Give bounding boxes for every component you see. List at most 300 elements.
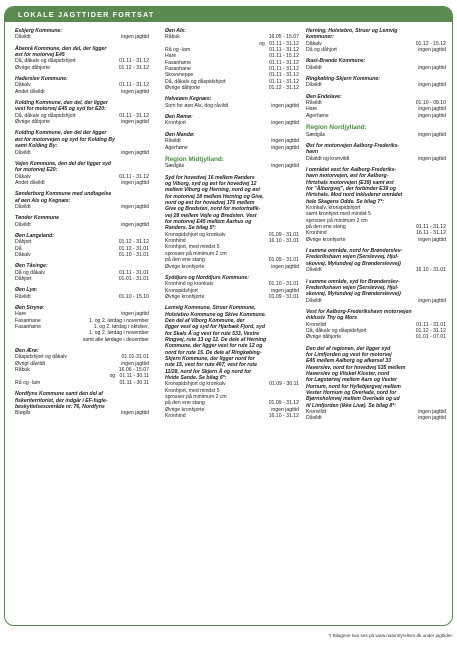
season-value: ingen jagttid <box>271 287 299 294</box>
hunting-section <box>165 305 299 419</box>
season-value: 1. og 2. lørdag i oktober, <box>93 324 149 331</box>
season-value: ingen jagttid <box>271 138 299 145</box>
season-value: 16.06 - 15.07 <box>118 367 149 374</box>
hunting-section <box>306 76 446 89</box>
species-label: Dåvildt <box>306 64 322 71</box>
species-label: Råbuk <box>165 34 180 41</box>
season-row <box>306 298 446 304</box>
season-row <box>306 156 446 162</box>
section-heading: for motorvej E20: <box>15 167 58 174</box>
season-value: 16.10 - 31.01 <box>415 267 446 274</box>
season-row <box>306 132 446 138</box>
species-label: Då, dåkalv og dåspidshjort <box>165 78 226 85</box>
species-label: Dåvildt <box>15 221 31 228</box>
area-description: for motorvej 18 mellem Herning og Give, <box>165 193 264 200</box>
season-value: ingen jagttid <box>418 409 446 416</box>
species-label: Dåspidshjort og dåkalv <box>15 354 68 361</box>
season-value: ingen jagttid <box>271 120 299 127</box>
season-value: og 01.11 - 30.11 <box>109 373 149 380</box>
area-description: Kommune, der ligger vest for rute 12 og <box>165 343 263 350</box>
season-row <box>165 120 299 126</box>
hunting-section <box>165 175 299 270</box>
season-value: 01.11 - 31.12 <box>119 82 149 89</box>
species-label: sprosser på minimum 2 cm <box>165 394 227 401</box>
column-1 <box>15 28 149 422</box>
species-label: samt kronhjort med mindst 5 <box>306 211 371 218</box>
season-value: 01.09 - 31.01 <box>268 293 299 300</box>
season-value: ingen jagttid <box>418 82 446 89</box>
season-value: 01.09 - 31.12 <box>268 400 299 407</box>
section-heading: Øen Tåsinge: <box>15 263 48 270</box>
column-3 <box>306 28 446 427</box>
species-label: Øvrige dåhjorte <box>15 64 51 71</box>
hunting-section <box>306 167 446 243</box>
species-label: Då <box>15 245 22 252</box>
species-label: Skovsneppe <box>165 72 194 79</box>
season-value: 01.11 - 31.12 <box>269 78 299 85</box>
season-row <box>15 150 149 156</box>
season-value: 01.11 - 15.12 <box>269 53 299 60</box>
section-heading: Herning, Holstebro, Struer og Lemvig <box>306 28 398 34</box>
species-label: Rå og -lam <box>15 379 41 386</box>
season-value: 01.10 - 31.01 <box>118 251 149 258</box>
area-description: E45 mellem Aalborg og afkørsel 33 <box>306 358 391 365</box>
area-description: Randers. Se bilag 5*: <box>165 225 217 232</box>
area-description: Ringvej, rute 13 og 12. De dele af Herning <box>165 336 267 343</box>
season-value: ingen jagttid <box>271 263 299 270</box>
hunting-section <box>165 96 299 109</box>
season-row <box>15 89 149 95</box>
area-description: Frederikshavn vejen (Serslevvej, Hjul- <box>306 254 399 261</box>
species-label: Bløgils <box>15 410 31 417</box>
area-description: skovvej, Mylundvej og Brønderslevvej) <box>306 291 401 298</box>
species-label: Kronspidshjort og kronkalv <box>165 381 226 388</box>
hunting-section <box>15 215 149 228</box>
season-value: ingen jagttid <box>418 131 446 138</box>
species-label: på den ene stang <box>165 400 205 407</box>
season-value: ingen jagttid <box>121 221 149 228</box>
hunting-section <box>15 161 149 186</box>
section-heading: havn <box>306 149 318 156</box>
season-value: ingen jagttid <box>121 119 149 126</box>
section-heading: vest for motorvej E45 og syd for E20: <box>15 106 106 113</box>
season-value: 01.12 - 15.12 <box>415 40 446 47</box>
area-description: Frederikshavn vejen (Serslevvej, Hjul- <box>306 284 399 291</box>
area-description: for Løgstørvej mellem Aars og Vester <box>306 377 398 384</box>
season-value: ingen jagttid <box>271 144 299 151</box>
section-header: LOKALE JAGTTIDER FORTSAT <box>5 7 452 22</box>
season-value: 16.11 - 31.12 <box>416 230 446 237</box>
species-label: på den ene stang <box>165 257 205 264</box>
season-value: 01.11 - 31.12 <box>416 224 446 231</box>
area-description: for Skals Å og vest for rute 533, Vestre <box>165 330 260 337</box>
species-label: Kronvildt <box>306 321 327 328</box>
section-heading: Øen Lyø: <box>15 287 38 294</box>
hunting-section <box>15 305 149 343</box>
section-heading: Øen Mandø: <box>165 131 195 138</box>
season-value: ingen jagttid <box>121 410 149 417</box>
season-value: ingen jagttid <box>121 203 149 210</box>
section-heading: Kolding Kommune, den del der ligger <box>15 130 107 137</box>
species-label: Då, dåkalv og dåspidshjort <box>306 327 367 334</box>
species-label: Øvrige kronhjorte <box>165 263 205 270</box>
season-value: 01.01-31.01 <box>121 354 149 361</box>
hunting-section <box>306 143 446 162</box>
area-description: Hirtshals. Mod nord inkluderer området <box>306 192 403 199</box>
season-value: 01.09 - 30.11 <box>269 381 299 388</box>
section-heading: Kolding Kommune, den del, der ligger <box>15 100 108 107</box>
hunting-section <box>15 130 149 155</box>
species-label: Råbuk <box>15 367 30 374</box>
area-description: Vest for Aalborg-Frederikshavn motorvejen <box>306 308 412 315</box>
section-heading: kommuner: <box>306 34 334 41</box>
area-description: Holstebro Kommune og Skive Kommune. <box>165 311 267 318</box>
species-label: Dåvildt <box>306 415 322 422</box>
species-label: sprosser på minimum 2 cm <box>306 217 368 224</box>
area-description: ligger vest og syd for Hjarbæk Fjord, syd <box>165 324 265 331</box>
species-label: Dåvildt <box>306 297 322 304</box>
species-label: Kronhjort <box>165 120 186 127</box>
season-value: 01.12 - 31.12 <box>268 85 299 92</box>
season-row <box>15 252 149 258</box>
species-label: Rå og -lam <box>165 47 191 54</box>
season-value: ingen jagttid <box>418 236 446 243</box>
season-row <box>15 204 149 210</box>
area-description: Hornum, nord for Hyllebjergvej mellem <box>306 383 401 390</box>
section-heading: Åbenrå Kommune, den del, der ligger <box>15 45 107 52</box>
season-value: 01.10 - 08.10 <box>415 100 446 107</box>
species-label: Fasanhøne <box>15 324 42 331</box>
season-value: 01.11 - 30.11 <box>119 379 149 386</box>
species-label: Andet dåvildt <box>15 88 45 95</box>
season-row <box>306 82 446 88</box>
season-value: 01.12 - 31.12 <box>415 327 446 334</box>
area-description: havn motorvejen, øst for Aalborg- <box>306 173 389 180</box>
season-value: ingen jagttid <box>121 88 149 95</box>
season-value: ingen jagttid <box>271 406 299 413</box>
season-value: ingen jagttid <box>271 102 299 109</box>
season-value: 01.11 - 31.12 <box>269 72 299 79</box>
season-value: 16.05 - 15.07 <box>268 34 299 41</box>
species-label: Dåkalv <box>15 82 31 89</box>
species-label: Fasanhane <box>15 317 41 324</box>
hunting-section <box>15 233 149 258</box>
season-value: 1. og 2. lørdag i november <box>88 330 149 337</box>
area-description: rute 15, vest for rute 467, vest for rute <box>165 362 257 369</box>
season-value: ingen jagttid <box>418 155 446 162</box>
hunting-section <box>306 248 446 273</box>
species-label: Råvildt <box>306 100 322 107</box>
species-label: Då, dåkalv og dåspidshjort <box>15 112 76 119</box>
hunting-section <box>15 46 149 71</box>
section-heading: Esbjerg Kommune: <box>15 28 63 34</box>
article-frame <box>4 6 453 626</box>
species-label: Dåhjort <box>15 239 32 246</box>
species-label: Dåkalv <box>306 40 322 47</box>
hunting-section <box>165 275 299 300</box>
species-label: Fasanhane <box>165 66 191 73</box>
season-value: 01.12 - 31.12 <box>118 239 149 246</box>
species-label: Kronhind <box>165 238 186 245</box>
species-label: Dåvildt <box>15 34 31 41</box>
season-row <box>165 103 299 109</box>
section-heading: fiskeriterritoriet, der indgår i EF-fugle- <box>15 397 108 404</box>
season-row <box>15 119 149 125</box>
section-heading: beskyttelsesområde nr. 76, Nordfyns <box>15 403 105 410</box>
season-row <box>165 145 299 151</box>
species-label: Øvrige kronhjorte <box>306 236 346 243</box>
season-row <box>306 415 446 421</box>
hunting-section <box>306 309 446 341</box>
area-description: Haverslev, nord for hovedvej 535 mellem <box>306 364 406 371</box>
section-heading: Nordfyns Kommune samt den del af <box>15 391 103 398</box>
season-value: 01.11 - 31.01 <box>416 321 446 328</box>
hunting-section <box>306 94 446 119</box>
species-label: Dåvildt <box>15 149 31 156</box>
section-heading: Øen Ærø: <box>15 348 39 355</box>
hunting-section <box>165 28 299 91</box>
section-heading: Tønder Kommune <box>15 215 59 222</box>
species-label: Dåhjort <box>15 276 32 282</box>
season-value: og 01.11 - 31.12 <box>259 40 299 47</box>
species-label: Dåvildt <box>306 267 322 274</box>
species-label: Kronhjort, med mindst 5 <box>165 244 220 251</box>
season-row <box>165 85 299 91</box>
column-2 <box>165 28 299 424</box>
area-description: Skjern Kommune, der ligger nord for <box>165 355 255 362</box>
season-value: 16.10 - 31.12 <box>268 413 299 420</box>
species-label: Øvrige dåhjorte <box>306 334 342 341</box>
season-value: ingen jagttid <box>271 163 299 170</box>
species-label: Då, dåkalv og dåspidshjort <box>15 58 76 65</box>
area-description: vej 28 mellem Vejle og Bredsten. Vest <box>165 212 257 219</box>
hunting-section <box>165 114 299 127</box>
species-label: Hare <box>165 53 177 60</box>
season-value: 01.11 - 31.12 <box>119 58 149 65</box>
area-description: Haverslev og Vitskøl Kloster, nord <box>306 370 390 377</box>
season-value: ingen jagttid <box>418 297 446 304</box>
hunting-section <box>15 263 149 282</box>
season-row <box>15 65 149 71</box>
section-heading: Haderslev Kommune: <box>15 76 68 83</box>
hunting-section <box>165 132 299 151</box>
season-value: 01.11 - 31.12 <box>119 173 149 180</box>
season-value: ingen jagttid <box>121 311 149 318</box>
area-description: I samme område, syd for Brønderslev- <box>306 278 400 285</box>
season-row <box>15 180 149 186</box>
season-value: 1. og 2. lørdag i november <box>88 317 149 324</box>
species-label: Andet dåvildt <box>15 179 45 186</box>
season-value: 01.12 - 31.01 <box>118 245 149 252</box>
hunting-section <box>306 28 446 53</box>
season-row <box>165 163 299 169</box>
hunting-section <box>15 391 149 416</box>
area-description: I området vest for Aalborg-Frederiks- <box>306 167 397 173</box>
area-description: Give og Bredsten, nord for motortrafik- <box>165 206 261 213</box>
season-row <box>15 410 149 416</box>
section-heading: øst for motorvej E45 <box>15 52 65 59</box>
season-value: 01.11 - 31.12 <box>119 112 149 119</box>
species-label: Agerhøne <box>306 112 329 119</box>
area-description: Syddjurs og Norddjurs Kommune: <box>165 274 249 281</box>
area-description: Hirtshals motorvejen (E39) samt øst <box>306 179 394 186</box>
species-label: Øvrige kronhjorte <box>165 293 205 300</box>
area-description: I samme område, nord for Brønderslev- <box>306 248 403 255</box>
species-label: Agerhøne <box>165 144 188 151</box>
area-description: Bjørnsholmvej mellem Overlade og ud <box>306 396 400 403</box>
season-value: 01.11 - 31.12 <box>269 66 299 73</box>
species-label: Hare <box>15 311 27 318</box>
species-label: Kronspidshjort og kronkalv <box>165 231 226 238</box>
area-description: for "Ålborgvej", der forbinder E39 og <box>306 186 396 193</box>
season-value: 01.12 - 31.12 <box>118 64 149 71</box>
species-label: Sædgås <box>306 131 326 138</box>
hunting-section <box>165 156 299 170</box>
area-description: nord for rute 15. De dele af Ringkøbing- <box>165 349 262 356</box>
season-value: ingen jagttid <box>418 64 446 71</box>
section-heading: øst for motorvejen og syd for Kolding By <box>15 136 115 143</box>
area-description: til Limfjorden (ikke Livø). Se bilag 8*: <box>306 402 396 409</box>
season-row <box>306 334 446 340</box>
species-label: Kronhind og kronkalv <box>165 281 214 288</box>
season-value: ingen jagttid <box>121 360 149 367</box>
section-heading: Sønderborg Kommune med undtagelse <box>15 191 112 198</box>
season-row <box>15 337 149 343</box>
region-heading: Region Midtjylland: <box>165 155 224 163</box>
hunting-section <box>15 76 149 95</box>
area-description: Hvide Sande. Se bilag 6*: <box>165 375 227 381</box>
season-row <box>15 222 149 228</box>
season-row <box>306 65 446 71</box>
area-description: Den del af Viborg Kommune, der <box>165 317 245 324</box>
section-heading: Øen Als: <box>165 28 186 34</box>
species-label: Då og dåkalv <box>15 269 46 276</box>
section-heading: Øen Endelave: <box>306 93 342 100</box>
season-row <box>306 47 446 53</box>
season-row <box>165 264 299 270</box>
season-row <box>15 34 149 40</box>
area-description: for Limfjorden og vest for motorvej <box>306 351 392 358</box>
season-value: ingen jagttid <box>418 106 446 113</box>
season-value: 01.11 - 31.12 <box>269 59 299 66</box>
area-description: for motorvej E45 mellem Aarhus og <box>165 219 252 226</box>
hunting-section <box>306 58 446 71</box>
species-label: Kronspidshjort <box>165 287 198 294</box>
species-label: Sædgås <box>165 163 185 170</box>
species-label: Dåkalv <box>15 173 31 180</box>
species-label: Kronkalv, kronspidshjort <box>306 205 361 212</box>
species-label: sprosser på minimum 2 cm <box>165 250 227 257</box>
area-description: og Viborg, syd og øst for hovedvej 12 <box>165 181 257 188</box>
species-label: Dåkalv <box>15 251 31 258</box>
season-value: 01.11 - 31.01 <box>119 269 149 276</box>
section-heading: Øen Langeland: <box>15 232 54 239</box>
species-label: Råvildt <box>15 293 31 300</box>
season-row <box>165 413 299 419</box>
area-description: Den del af regionen, der ligger syd <box>306 345 391 352</box>
species-label: Kronhind <box>306 230 327 237</box>
area-description: Lemvig Kommune, Struer Kommune, <box>165 305 256 312</box>
section-heading: Øst for motorvejen Aalborg-Frederiks- <box>306 142 400 149</box>
season-value: ingen jagttid <box>418 415 446 422</box>
species-label: Øvrige dåhjorte <box>165 85 201 92</box>
season-value: 16.10 - 31.01 <box>268 238 299 245</box>
species-label: Som for øen Als, dog råvildt <box>165 102 229 109</box>
species-label: Då og dåhjort <box>306 47 337 54</box>
season-row <box>306 113 446 119</box>
species-label: Dåvildt og kronvildt <box>306 155 350 162</box>
season-value: 01.09 - 31.01 <box>268 257 299 264</box>
season-value: 01.09 - 31.01 <box>268 231 299 238</box>
season-row <box>15 380 149 386</box>
species-label: Kronhind <box>165 413 186 420</box>
season-value: 01.01 - 31.01 <box>118 276 149 282</box>
season-row <box>306 267 446 273</box>
section-heading: Vejen Kommune, den del der ligger syd <box>15 160 112 167</box>
hunting-section <box>15 191 149 210</box>
hunting-section <box>306 279 446 304</box>
section-heading: Ringkøbing-Skjern Kommune: <box>306 76 380 83</box>
section-heading: Øen Rømø: <box>165 114 193 121</box>
season-value: ingen jagttid <box>121 179 149 186</box>
hunting-section <box>15 28 149 41</box>
hunting-section <box>15 287 149 300</box>
area-description: mellem Viborg og Herning, nord og øst <box>165 187 260 194</box>
species-label: Hare <box>306 106 318 113</box>
species-label: Kronhjort, med mindst 5 <box>165 387 220 394</box>
species-label: Øvrige dåhjorte <box>15 119 51 126</box>
season-value: samt alle lørdage i december <box>82 336 149 343</box>
season-value: 01.01 - 07.01 <box>415 334 446 341</box>
hunting-section <box>306 346 446 422</box>
area-description: Vester Hornum og Overlade, nord for <box>306 390 397 396</box>
area-description: inklusiv Thy og Mors <box>306 315 358 322</box>
hunting-section <box>306 124 446 138</box>
area-description: Syd for hovedvej 16 mellem Randers <box>165 174 255 181</box>
season-value: ingen jagttid <box>418 112 446 119</box>
season-value: ingen jagttid <box>121 34 149 41</box>
species-label: Dåvildt <box>15 203 31 210</box>
hunting-section <box>15 348 149 386</box>
footnote: *) Bilagene kan ses på www.naturstyrelsen.dk under jagttider. <box>328 633 453 638</box>
species-label: Dåvildt <box>306 82 322 89</box>
season-value: 01.11 - 31.12 <box>269 47 299 54</box>
section-heading: Øen Strynø: <box>15 305 45 312</box>
section-heading: af øen Als og Kegnæs: <box>15 197 71 204</box>
section-heading: samt Kolding By: <box>15 143 58 150</box>
species-label: Kronvildt <box>306 409 327 416</box>
season-row <box>306 237 446 243</box>
area-description: nord og øst for hovedvej 176 mellem <box>165 200 255 207</box>
area-description: 11/28, nord for Skjern Å og nord for <box>165 368 252 375</box>
season-row <box>165 294 299 300</box>
species-label: Fasanhøne <box>165 59 192 66</box>
species-label: Råvildt <box>165 138 181 145</box>
season-row <box>15 276 149 282</box>
species-label: Øvrigt dåvildt <box>15 360 45 367</box>
season-value: 01.10 - 31.01 <box>268 281 299 288</box>
season-row <box>15 294 149 300</box>
season-value: ingen jagttid <box>121 149 149 156</box>
species-label: på den ene stang <box>306 224 346 231</box>
hunting-section <box>15 100 149 125</box>
area-description: skovvej, Mylundvej og Brønderslevvej) <box>306 260 401 267</box>
area-description: hele Skagens Odde. Se bilag 7*: <box>306 198 384 205</box>
season-value: ingen jagttid <box>418 47 446 54</box>
season-value: 01.10 - 15.10 <box>118 293 149 300</box>
species-label: Øvrige kronhjorte <box>165 406 205 413</box>
region-heading: Region Nordjylland: <box>306 124 367 132</box>
